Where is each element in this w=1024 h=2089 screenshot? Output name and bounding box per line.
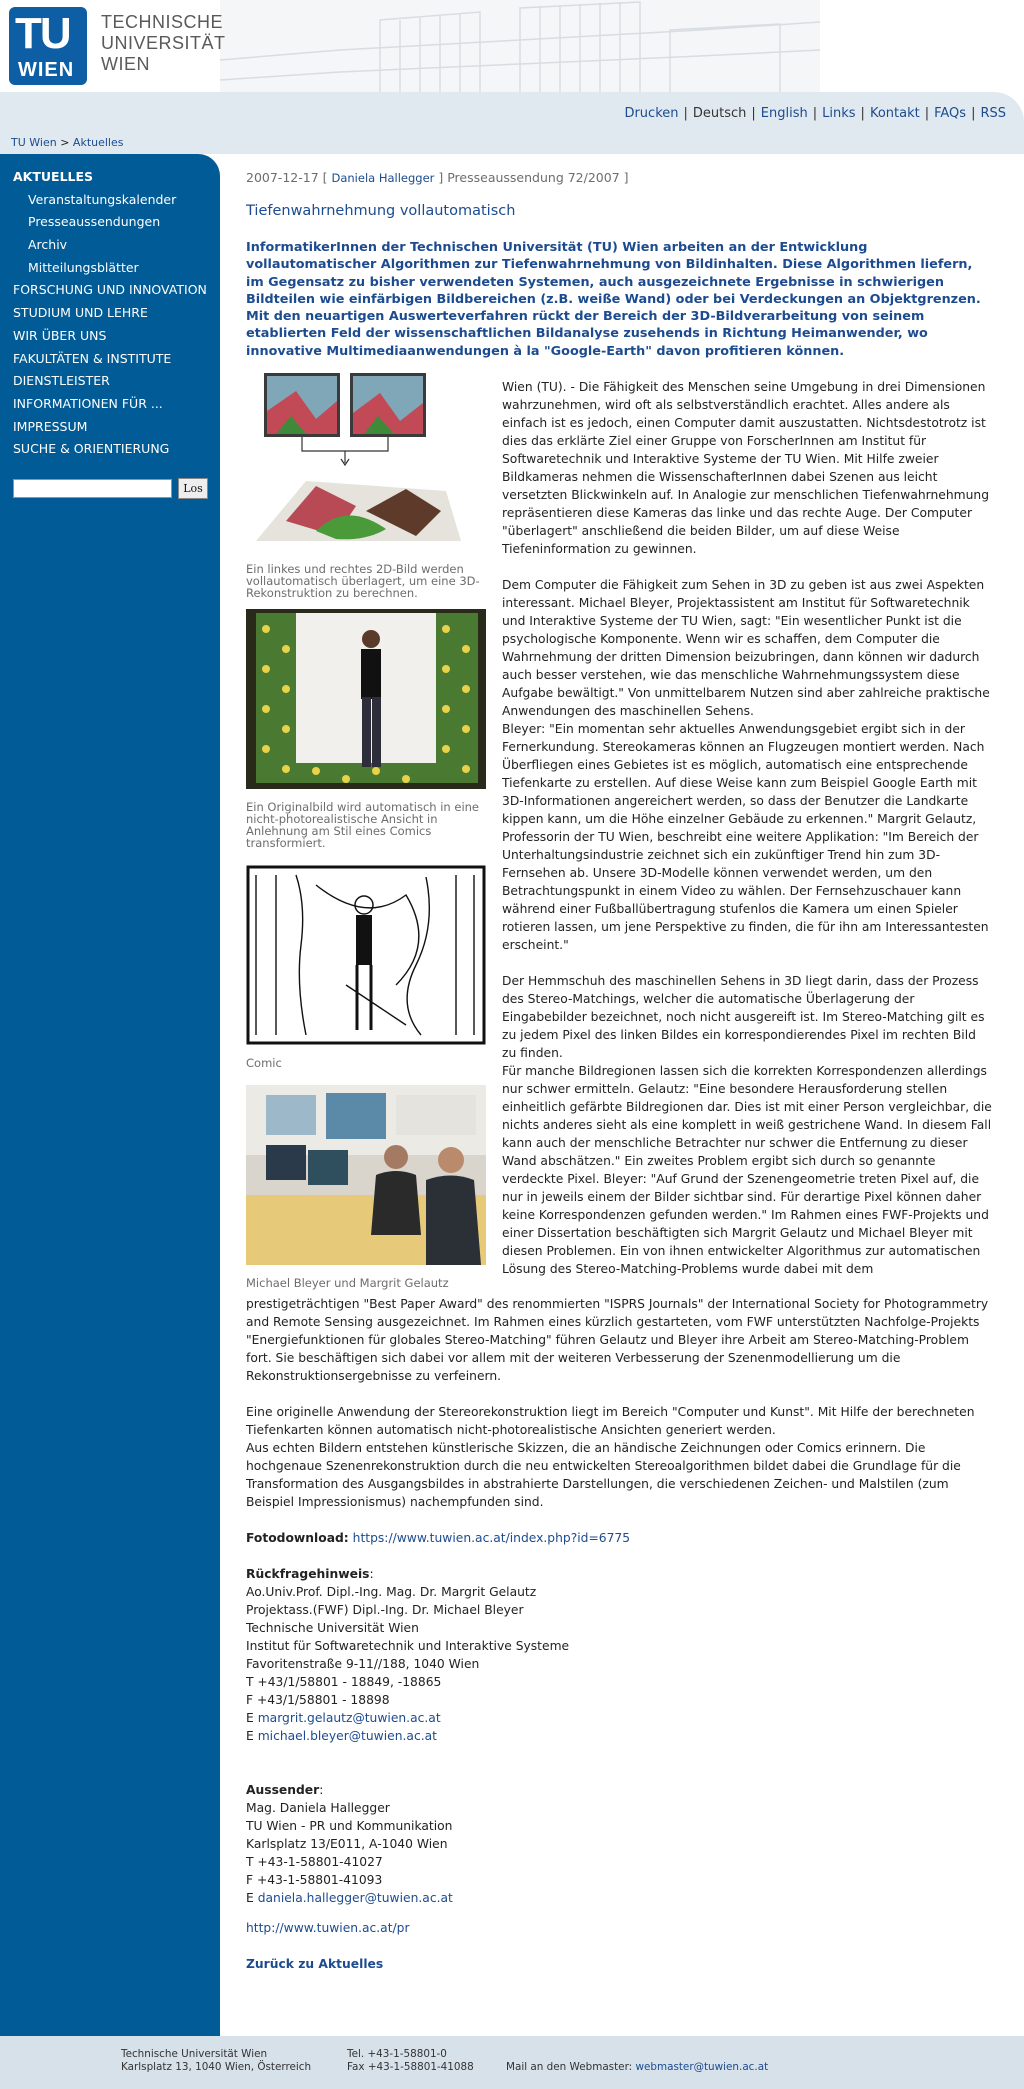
back-to-aktuelles-link[interactable]: Zurück zu Aktuelles (246, 1957, 384, 1971)
photo-download-link[interactable]: https://www.tuwien.ac.at/index.php?id=6775 (352, 1531, 631, 1545)
article-paragraph: Aus echten Bildern entstehen künstlerische Skizzen, die an händische Zeichnungen oder Comics erinnern. Die hochgenaue Szenenrekonstruktion durch die neu entwickelten Stereoalgorithmen bildet dabei die Grundlage für die Transformation des Ausgangsbildes in abstrahierte Darstellungen, die verschiedenen Zeichen- und Malstilen (zum Beispiel Impressionismus) nachempfunden sind. (246, 1441, 961, 1509)
main-content (246, 170, 994, 1971)
researchers-photo-image[interactable] (246, 1085, 486, 1265)
sidebar-item-veranstaltungskalender[interactable]: Veranstaltungskalender (28, 191, 177, 207)
tu-wien-logo[interactable]: TU WIEN (9, 7, 87, 85)
sidebar-item-aktuelles[interactable]: AKTUELLES (13, 169, 94, 184)
sidebar-item-fakultaeten[interactable]: FAKULTÄTEN & INSTITUTE (13, 350, 172, 366)
sender-line: Karlsplatz 13/E011, A-1040 Wien (246, 1837, 448, 1851)
article-paragraph: Wien (TU). - Die Fähigkeit des Menschen seine Umgebung in drei Dimensionen wahrzunehmen, wird oft als selbstverständlich erachtet. Alles andere als einfach ist es jedoch, einen Computer damit auszustatten. Nichtsdestotrotz ist dies das erklärte Ziel einer Gruppe von ForscherInnen am Institut für Softwaretechnik und Interaktive Systeme der TU Wien. Mit Hilfe zweier Bildkameras nehmen die WissenschafterInnen dabei Szenen aus leicht versetzten Blickwinkeln auf. In Analogie zur menschlichen Tiefenwahrnehmung repräsentieren diese Kameras das linke und das rechte Auge. Der Computer "überlagert" anschließend die beiden Bilder, um auf diese Weise Tiefeninformation zu gewinnen. (502, 380, 990, 556)
article-paragraph: Der Hemmschuh des maschinellen Sehens in 3D liegt darin, dass der Prozess des Stereo-Matchings, welcher die automatische Überlagerung der Eingabebilder bezeichnet, noch nicht ausgereift ist. Im Stereo-Matching gilt es zu jedem Pixel des linken Bildes ein korrespondierendes Pixel im rechten Bild zu finden. (502, 974, 985, 1060)
sidebar-item-suche[interactable]: SUCHE & ORIENTIERUNG (13, 441, 170, 457)
article-paragraph: Bleyer: "Ein momentan sehr aktuelles Anwendungsgebiet ergibt sich in der Fernerkundung. Stereokameras können an Flugzeugen montiert werden. Nach Überfliegen eines Gebietes ist es möglich, automatisch eine entsprechende Tiefenkarte zu erstellen. Auf diese Weise kann zum Beispiel Google Earth mit 3D-Informationen angereichert werden, so dass der Benutzer die Landkarte kippen kann, um die Höhe einzelner Gebäude zu erkennen." Margrit Gelautz, Professorin der TU Wien, beschreibt eine weitere Applikation: "Im Bereich der Unterhaltungsindustrie zeichnet sich ein zukünftiger Trend hin zum 3D-Fernsehen ab. Unsere 3D-Modelle können verwendet werden, um den Betrachtungspunkt in einem Video zu wählen. Der Fernsehzuschauer kann während einer Fußballübertragung stufenlos die Kamera um einen Spieler rotieren lassen, um jene Perspektive zu finden, die für ihn am Interessantesten erscheint." (502, 722, 989, 952)
page-footer (0, 2036, 1024, 2089)
contact-email-link[interactable]: michael.bleyer@tuwien.ac.at (257, 1729, 437, 1743)
nav-faqs-link[interactable]: FAQs (934, 106, 967, 121)
contact-label: Rückfragehinweis (246, 1567, 370, 1581)
article-paragraph: Für manche Bildregionen lassen sich die korrekten Korrespondenzen allerdings nur schwer ermitteln. Gelautz: "Eine besondere Herausforderung stellen einheitlich gefärbte Bildregionen dar. Dies ist mit einer Person vergleichbar, die nichts anderes sieht als eine komplett in weiß gestrichene Wand. In diesem Fall kann auch der menschliche Betrachter nur schwer die Entfernung zu dieser Wand abschätzen." Ein zweites Problem ergibt sich durch so genannte verdeckte Pixel. Bleyer: "Auf Grund der Szenengeometrie treten Pixel auf, die nur in jeweils einem der Bilder sichtbar sind. Für derartige Pixel können daher keine Korrespondenzen gefunden werden." Im Rahmen eines FWF-Projekts und einer Dissertation beschäftigten sich Margrit Gelautz und Michael Bleyer mit diesen Problemen. Ein von ihnen entwickelter Algorithmus zur automatischen Lösung des Stereo-Matching-Problems wurde dabei mit dem (502, 1064, 992, 1276)
sidebar-item-forschung[interactable]: FORSCHUNG UND INNOVATION (13, 282, 207, 298)
article-lead: InformatikerInnen der Technischen Universität (TU) Wien arbeiten an der Entwicklung vollautomatischer Algorithmen zur Tiefenwahrnehmung von Bildinhalten. Diese Algorithmen liefern, im Gegensatz zu bisher verwendeten Systemen, auch ausgezeichnete Ergebnisse in schwierigen Bildteilen wie einfärbigen Bildbereichen (z.B. weiße Wand) oder bei Verdeckungen an Objektgrenzen. Mit den neuartigen Auswerteverfahren rückt der Bereich der 3D-Bildverarbeitung von seinem etablierten Feld der wissenschaftlichen Bildanalyse zusehends in Richtung Heimanwender, wo innovative Multimediaanwendungen à la "Google-Earth" davon profitieren können. (246, 240, 981, 359)
article-paragraph: prestigeträchtigen "Best Paper Award" des renommierten "ISPRS Journals" der International Society for Photogrammetry and Remote Sensing ausgezeichnet. Im Rahmen eines kürzlich gestarteten, vom FWF unterstützten Nachfolge-Projekts "Energiefunktionen für globales Stereo-Matching" führen Gelautz und Bleyer ihre Arbeit am Stereo-Matching-Problem fort. Sie beschäftigen sich dabei vor allem mit der weiteren Verbesserung der Szenenmodellierung um die Rekonstruktionsergebnisse zu verfeinern. (246, 1297, 989, 1383)
contact-line: F +43/1/58801 - 18898 (246, 1693, 390, 1707)
search-button[interactable]: Los (178, 478, 208, 499)
sidebar-item-wir-ueber-uns[interactable]: WIR ÜBER UNS (13, 327, 107, 343)
article-release: Presseaussendung 72/2007 (447, 170, 620, 185)
breadcrumb-separator: > (60, 136, 70, 149)
pr-link[interactable]: http://www.tuwien.ac.at/pr (246, 1921, 410, 1935)
article-body-right (502, 378, 992, 1278)
university-name: TECHNISCHE UNIVERSITÄT WIEN (101, 12, 226, 74)
comic-image[interactable] (246, 865, 486, 1045)
photo-download (246, 1529, 994, 1547)
stereo-reconstruction-image[interactable] (246, 371, 466, 551)
sidebar-item-mitteilungsblaetter[interactable]: Mitteilungsblätter (28, 259, 139, 275)
building-banner-image (220, 0, 820, 92)
figure-caption: Ein Originalbild wird automatisch in eine nicht-photorealistische Ansicht in Anlehnung am Stil eines Comics transformiert. (246, 800, 479, 850)
breadcrumb-current[interactable]: Aktuelles (72, 136, 124, 149)
footer-webmaster (506, 2061, 768, 2074)
sender-email-link[interactable]: daniela.hallegger@tuwien.ac.at (257, 1891, 453, 1905)
sidebar-item-presseaussendungen[interactable]: Presseaussendungen (28, 214, 161, 230)
nav-print-link[interactable]: Drucken (624, 106, 679, 121)
figure-caption: Comic (246, 1056, 282, 1070)
article-author-link[interactable]: Daniela Hallegger (331, 171, 435, 185)
pr-link-row (246, 1919, 994, 1937)
original-photo-image[interactable] (246, 609, 486, 789)
contact-email-link[interactable]: margrit.gelautz@tuwien.ac.at (257, 1711, 441, 1725)
footer-webmaster-label: Mail an den Webmaster: (506, 2061, 633, 2073)
sender-line: F +43-1-58801-41093 (246, 1873, 383, 1887)
sender-line: Mag. Daniela Hallegger (246, 1801, 390, 1815)
sidebar (0, 154, 220, 2036)
search-form (13, 478, 208, 499)
sidebar-item-dienstleister[interactable]: DIENSTLEISTER (13, 373, 110, 389)
sidebar-item-studium[interactable]: STUDIUM UND LEHRE (13, 305, 148, 321)
figure-original (246, 609, 486, 849)
article-body-full (246, 1295, 994, 1991)
figure-comic (246, 865, 486, 1069)
nav-language-current: Deutsch (692, 106, 747, 121)
footer-address: Technische Universität Wien Karlsplatz 13, 1040 Wien, Österreich (121, 2048, 312, 2073)
nav-rss-link[interactable]: RSS (980, 106, 1006, 121)
article-paragraph: Eine originelle Anwendung der Stereorekonstruktion liegt im Bereich "Computer und Kunst". Mit Hilfe der berechneten Tiefenkarten können automatisch nicht-photorealistische Ansichten generiert werden. (246, 1405, 975, 1437)
footer-phone: Tel. +43-1-58801-0 Fax +43-1-58801-41088 (347, 2048, 474, 2073)
photo-download-label: Fotodownload: (246, 1531, 349, 1545)
figure-column (246, 371, 486, 1289)
figure-caption: Michael Bleyer und Margrit Gelautz (246, 1276, 449, 1290)
nav-contact-link[interactable]: Kontakt (869, 106, 920, 121)
sender-label: Aussender (246, 1783, 320, 1797)
sender-line: T +43-1-58801-41027 (246, 1855, 383, 1869)
back-link-row (246, 1955, 994, 1973)
top-navigation-bar (0, 92, 1024, 132)
figure-caption: Ein linkes und rechtes 2D-Bild werden vollautomatisch überlagert, um eine 3D-Rekonstruktion zu berechnen. (246, 562, 480, 600)
sender-block: Aussender: Mag. Daniela Hallegger TU Wien - PR und Kommunikation Karlsplatz 13/E011, A-1040 Wien T +43-1-58801-41027 F +43-1-58801-41093 E daniela.hallegger@tuwien.ac.at (246, 1781, 994, 1907)
utility-nav: Drucken | Deutsch | English | Links | Kontakt | FAQs | RSS (624, 106, 1006, 121)
article-meta: 2007-12-17 [ Daniela Hallegger ] Presseaussendung 72/2007 ] (246, 170, 629, 185)
footer-webmaster-link[interactable]: webmaster@tuwien.ac.at (635, 2061, 769, 2073)
figure-portrait (246, 1085, 486, 1289)
contact-line: Projektass.(FWF) Dipl.-Ing. Dr. Michael Bleyer (246, 1603, 524, 1617)
nav-english-link[interactable]: English (760, 106, 808, 121)
contact-line: Favoritenstraße 9-11//188, 1040 Wien (246, 1657, 480, 1671)
sidebar-menu (0, 154, 220, 461)
sidebar-item-informationen[interactable]: INFORMATIONEN FÜR ... (13, 395, 163, 411)
article-date: 2007-12-17 (246, 170, 319, 185)
page-title: Tiefenwahrnehmung vollautomatisch (246, 203, 516, 219)
contact-line: T +43/1/58801 - 18849, -18865 (246, 1675, 442, 1689)
nav-links-link[interactable]: Links (822, 106, 856, 121)
search-input[interactable] (13, 479, 172, 498)
sidebar-item-archiv[interactable]: Archiv (28, 237, 68, 253)
article-paragraph: Dem Computer die Fähigkeit zum Sehen in 3D zu geben ist aus zwei Aspekten interessant. Michael Bleyer, Projektassistent am Institut für Softwaretechnik und Interaktive Systeme der TU Wien, sagt: "Ein wesentlicher Punkt ist die psychologische Komponente. Wenn wir es schaffen, dem Computer die Wahrnehmung der dritten Dimension beizubringen, dann können wir dadurch auch besser verstehen, wie das menschliche Wahrnehmungssystem diese Aufgabe bewältigt." Von unmittelbarem Nutzen sind aber zahlreiche praktische Anwendungen des maschinellen Sehens. (502, 578, 990, 718)
contact-block: Rückfragehinweis: Ao.Univ.Prof. Dipl.-Ing. Mag. Dr. Margrit Gelautz Projektass.(FWF) Dipl.-Ing. Dr. Michael Bleyer Technische Universität Wien Institut für Softwaretechnik und Interaktive Systeme Favoritenstraße 9-11//188, 1040 Wien T +43/1/58801 - 18849, -18865 F +43/1/58801 - 18898 E margrit.gelautz@tuwien.ac.at E michael.bleyer@tuwien.ac.at (246, 1565, 994, 1745)
sender-line: TU Wien - PR und Kommunikation (246, 1819, 453, 1833)
breadcrumb-home[interactable]: TU Wien (11, 136, 57, 149)
page-header (0, 0, 1024, 92)
breadcrumb (0, 132, 1024, 154)
contact-line: Technische Universität Wien (246, 1621, 419, 1635)
sidebar-item-impressum[interactable]: IMPRESSUM (13, 418, 88, 434)
contact-line: Ao.Univ.Prof. Dipl.-Ing. Mag. Dr. Margrit Gelautz (246, 1585, 537, 1599)
figure-stereo (246, 371, 486, 599)
contact-line: Institut für Softwaretechnik und Interaktive Systeme (246, 1639, 570, 1653)
